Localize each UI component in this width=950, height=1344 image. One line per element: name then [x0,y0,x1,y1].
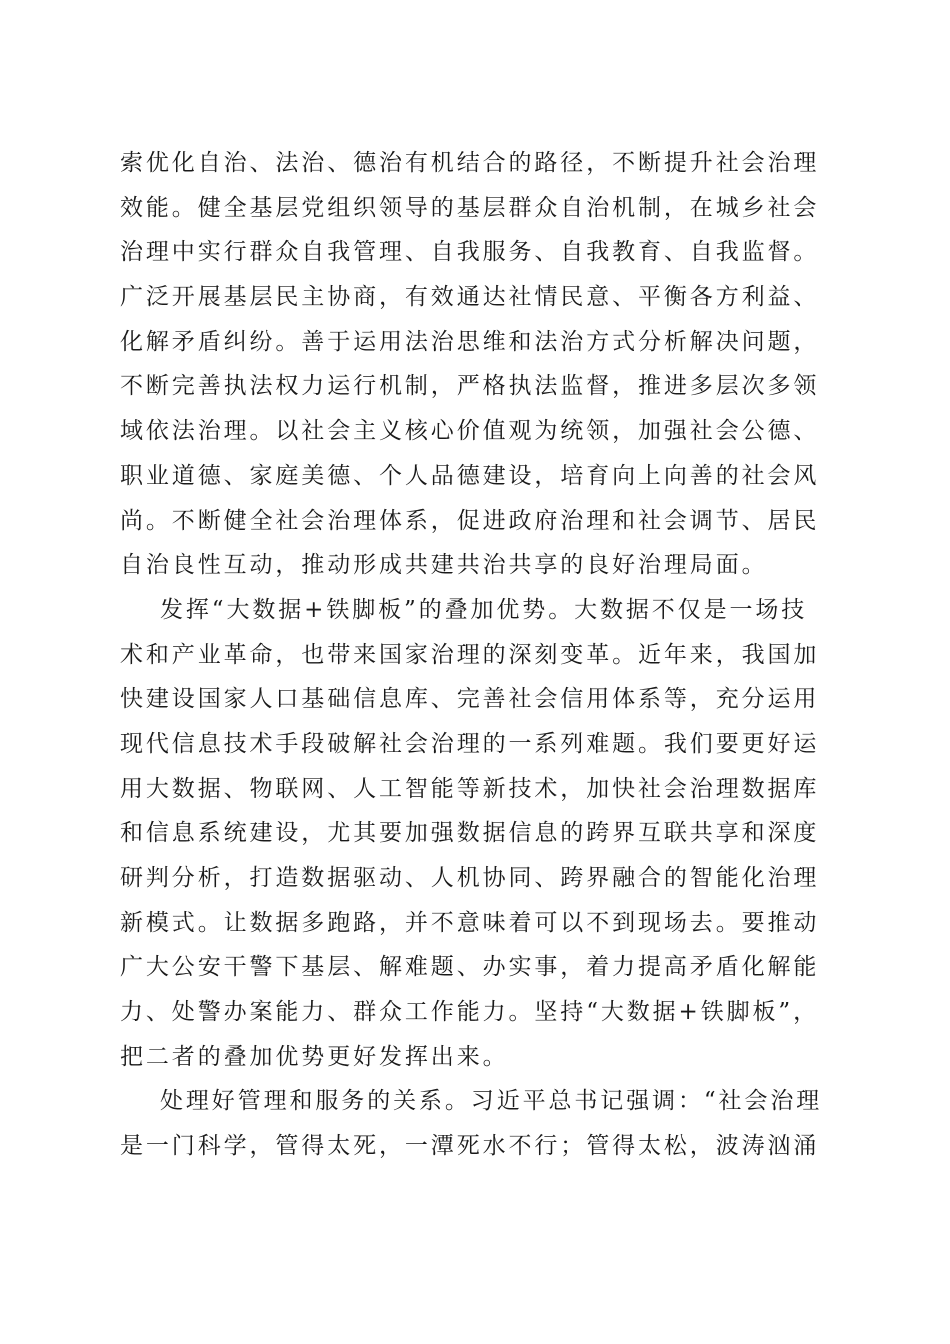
text-line: 广大公安干警下基层、解难题、办实事，着力提高矛盾化解能 [120,954,820,981]
text-line: 研判分析，打造数据驱动、人机协同、跨界融合的智能化治理 [120,865,820,891]
text-line: 域依法治理。以社会主义核心价值观为统领，加强社会公德、 [120,418,820,445]
text-line: 是一门科学，管得太死，一潭死水不行；管得太松，波涛汹涌 [120,1133,820,1160]
text-line: 尚。不断健全社会治理体系，促进政府治理和社会调节、居民 [120,507,820,534]
paragraph-start-line: 发挥“大数据+铁脚板”的叠加优势。大数据不仅是一场技 [160,596,808,623]
text-line: 化解矛盾纠纷。善于运用法治思维和法治方式分析解决问题， [120,328,820,355]
text-line: 自治良性互动，推动形成共建共治共享的良好治理局面。 [120,552,768,579]
text-line: 把二者的叠加优势更好发挥出来。 [120,1043,509,1070]
text-line: 新模式。让数据多跑路，并不意味着可以不到现场去。要推动 [120,909,820,936]
text-line: 术和产业革命，也带来国家治理的深刻变革。近年来，我国加 [120,641,820,668]
text-line: 效能。健全基层党组织领导的基层群众自治机制，在城乡社会 [120,194,820,221]
text-line: 职业道德、家庭美德、个人品德建设，培育向上向善的社会风 [120,462,820,489]
text-line: 治理中实行群众自我管理、自我服务、自我教育、自我监督。 [120,239,820,266]
text-line: 广泛开展基层民主协商，有效通达社情民意、平衡各方利益、 [120,284,820,311]
text-line: 用大数据、物联网、人工智能等新技术，加快社会治理数据库 [120,775,820,802]
text-line: 不断完善执法权力运行机制，严格执法监督，推进多层次多领 [120,373,820,400]
text-line: 力、处警办案能力、群众工作能力。坚持“大数据+铁脚板”， [120,999,819,1026]
body-text [120,141,832,1169]
text-line: 现代信息技术手段破解社会治理的一系列难题。我们要更好运 [120,730,820,757]
text-line: 索优化自治、法治、德治有机结合的路径，不断提升社会治理 [120,150,820,176]
paragraph-start-line: 处理好管理和服务的关系。习近平总书记强调：“社会治理 [160,1088,823,1115]
text-line: 和信息系统建设，尤其要加强数据信息的跨界互联共享和深度 [120,820,820,847]
text-line: 快建设国家人口基础信息库、完善社会信用体系等，充分运用 [120,686,820,713]
